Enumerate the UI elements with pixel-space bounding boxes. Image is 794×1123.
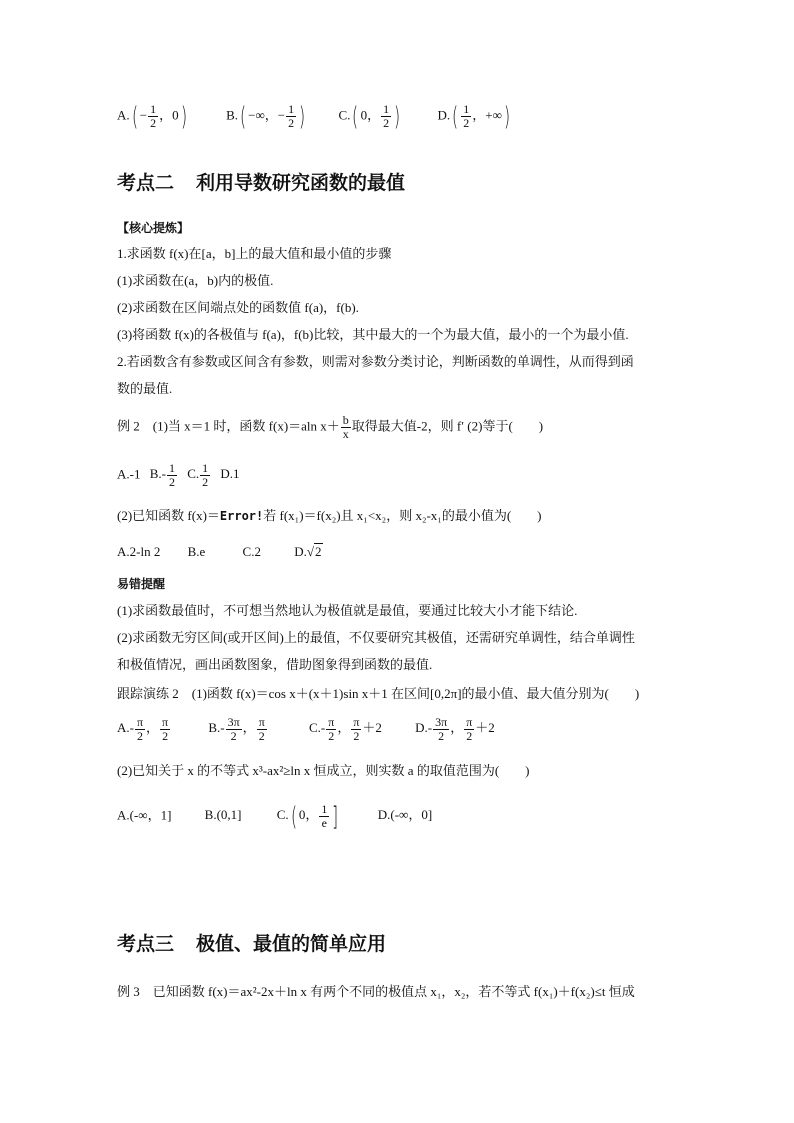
option-d-label: D.-: [415, 720, 433, 736]
paren-right: ): [299, 101, 306, 132]
fraction: [200, 462, 210, 489]
paren-left: (: [452, 101, 459, 132]
top-options-row: [117, 103, 512, 130]
pitfall-1: (1)求函数最值时，不可想当然地认为极值就是最值，要通过比较大小才能下结论.: [117, 603, 578, 618]
example-2-part-2-start: (2)已知函数 f(x)＝: [117, 508, 220, 523]
example-2-text-start: 例 2 (1)当 x＝1 时，函数 f(x)＝aln x＋: [117, 418, 340, 434]
section-2-heading: [117, 168, 405, 195]
denominator: 2: [328, 729, 335, 743]
fraction: [351, 716, 361, 743]
numerator: 1: [168, 461, 175, 475]
comma: ，: [242, 720, 256, 736]
option-c: [338, 103, 402, 130]
paren-right: ): [180, 101, 187, 132]
paragraph-5b: 数的最值.: [117, 381, 173, 396]
fraction: [286, 103, 296, 130]
comma: ，: [337, 720, 351, 736]
option-d-label: D.: [294, 544, 307, 559]
pitfall-2b: 和极值情况，画出函数图象，借助图象得到函数的最值.: [117, 657, 433, 672]
numerator: 1: [321, 802, 328, 816]
tracking-exercise-2-part-2-options: [117, 803, 432, 830]
option-c-label: C.: [276, 807, 289, 823]
paren-left: (: [240, 101, 247, 132]
numerator: 1: [383, 102, 390, 116]
paragraph-1: 1.求函数 f(x)在[a，b]上的最大值和最小值的步骤: [117, 246, 392, 261]
option-a-tail: ，0: [159, 107, 179, 123]
option-c-label: C.-: [309, 720, 326, 736]
option-d-tail: ，+∞: [472, 107, 502, 123]
numerator: b: [342, 413, 349, 427]
paren-right: ): [394, 101, 401, 132]
fraction: [160, 716, 170, 743]
option-c-head: 0，: [298, 807, 319, 823]
numerator: 1: [463, 102, 470, 116]
denominator: 2: [288, 116, 295, 130]
option-b-label: B.-: [149, 466, 166, 482]
section-3-number: 考点三: [117, 933, 175, 955]
option-d: [437, 103, 512, 130]
section-3-heading: [117, 929, 386, 956]
example-2-text-end: 取得最大值-2，则 f′ (2)等于( ): [351, 418, 544, 434]
numerator: 1: [288, 102, 295, 116]
denominator: 2: [137, 729, 143, 743]
tracking-exercise-2-part-2: (2)已知关于 x 的不等式 x³-ax²≥ln x 恒成立，则实数 a 的取值范围为( ): [117, 763, 530, 778]
denominator: 2: [202, 475, 209, 489]
option-b: [208, 715, 267, 743]
option-c: [187, 461, 211, 489]
option-c: [276, 801, 341, 832]
option-d: [415, 715, 495, 743]
numerator: π: [162, 715, 169, 729]
denominator: 2: [150, 116, 157, 130]
paragraph-4: (3)将函数 f(x)的各极值与 f(a)，f(b)比较，其中最大的一个为最大值，最小的一个为最小值.: [117, 327, 629, 342]
example-2-part-2-options: [117, 543, 323, 561]
pitfall-2a: (2)求函数无穷区间(或开区间)上的最值，不仅要研究其极值，还需研究单调性，结合单调性: [117, 630, 635, 645]
numerator: 1: [150, 102, 157, 116]
plus-two: ＋2: [362, 720, 382, 736]
pitfall-heading: 易错提醒: [117, 577, 166, 591]
fraction: [341, 414, 351, 441]
numerator: 3π: [435, 715, 448, 729]
denominator: e: [321, 816, 327, 830]
comma: ，: [450, 720, 464, 736]
section-2-number: 考点二: [117, 172, 175, 194]
option-a: [117, 103, 189, 130]
fraction: [135, 716, 145, 743]
denominator: 2: [162, 729, 169, 743]
paragraph-5a: 2.若函数含有参数或区间含有参数，则需对参数分类讨论，判断函数的单调性，从而得到函: [117, 354, 634, 369]
numerator: π: [353, 715, 360, 729]
bracket-right: ]: [332, 801, 339, 832]
fraction: [464, 716, 474, 743]
example-2-part-2: [117, 507, 542, 525]
option-a: A.(-∞，1]: [117, 807, 172, 823]
example-3: 例 3 已知函数 f(x)＝ax²-2x＋ln x 有两个不同的极值点 x₁，x₂，若不等式 f(x₁)＋f(x₂)≤t 恒成: [117, 984, 635, 999]
paragraph-3: (2)求函数在区间端点处的函数值 f(a)，f(b).: [117, 300, 359, 315]
option-a: [117, 715, 171, 743]
denominator: 2: [258, 729, 265, 743]
denominator: 2: [463, 116, 470, 130]
option-b-label: B.: [226, 107, 238, 123]
option-a-minus: −: [139, 107, 148, 123]
square-root: √2: [306, 544, 322, 559]
option-a-label: A.: [117, 107, 130, 123]
paragraph-2: (1)求函数在(a，b)内的极值.: [117, 273, 274, 288]
paren-left: (: [290, 801, 297, 832]
option-a: A.2-ln 2: [117, 544, 161, 559]
option-d: D.(-∞，0]: [377, 807, 433, 823]
option-b: B.e: [187, 544, 206, 559]
numerator: π: [328, 715, 335, 729]
denominator: 2: [168, 475, 175, 489]
option-a: A.-1: [117, 466, 141, 482]
option-b-label: B.-: [208, 720, 225, 736]
option-b: [226, 103, 307, 130]
denominator: 2: [438, 729, 445, 743]
option-c-head: 0，: [360, 107, 381, 123]
fraction: [167, 462, 177, 489]
example-2-part-1-options: [117, 462, 240, 489]
option-a-label: A.-: [117, 720, 134, 736]
numerator: π: [258, 715, 265, 729]
paren-right: ): [503, 101, 511, 132]
comma: ，: [146, 720, 160, 736]
fraction: [433, 716, 449, 743]
example-2-part-1: [117, 414, 543, 441]
fraction: [319, 803, 329, 830]
example-2-part-2-end: 若 f(x₁)＝f(x₂)且 x₁<x₂，则 x₂-x₁的最小值为( ): [263, 508, 542, 523]
denominator: 2: [230, 729, 237, 743]
fraction: [381, 103, 391, 130]
option-c-label: C.: [338, 107, 351, 123]
error-placeholder: Error!: [219, 509, 264, 523]
option-b-head: −∞，−: [248, 107, 286, 123]
option-b: [149, 461, 178, 489]
tracking-exercise-2-part-1-options: [117, 716, 495, 743]
option-d-label: D.: [437, 107, 451, 123]
fraction: [461, 103, 471, 130]
option-c: [309, 715, 382, 743]
radicand: 2: [315, 544, 322, 559]
plus-two: ＋2: [475, 720, 495, 736]
fraction: [257, 716, 267, 743]
paren-left: (: [131, 101, 138, 132]
denominator: 2: [353, 729, 360, 743]
paren-left: (: [352, 101, 359, 132]
fraction: [226, 716, 242, 743]
tracking-exercise-2-part-1: 跟踪演练 2 (1)函数 f(x)＝cos x＋(x＋1)sin x＋1 在区间[0,2π]的最小值、最大值分别为( ): [117, 686, 640, 701]
option-c: C.2: [242, 544, 261, 559]
option-d: [294, 544, 322, 559]
denominator: x: [342, 427, 349, 441]
section-2-title: 利用导数研究函数的最值: [196, 172, 406, 194]
numerator: 1: [202, 461, 209, 475]
numerator: 3π: [227, 715, 240, 729]
section-3-title: 极值、最值的简单应用: [196, 933, 387, 955]
numerator: π: [136, 715, 144, 729]
fraction: [326, 716, 336, 743]
denominator: 2: [383, 116, 390, 130]
option-b: B.(0,1]: [204, 807, 242, 823]
numerator: π: [466, 715, 473, 729]
option-c-label: C.: [187, 466, 200, 482]
option-d: D.1: [220, 466, 240, 482]
denominator: 2: [466, 729, 473, 743]
fraction: [148, 103, 158, 130]
core-heading: 【核心提炼】: [117, 221, 190, 235]
